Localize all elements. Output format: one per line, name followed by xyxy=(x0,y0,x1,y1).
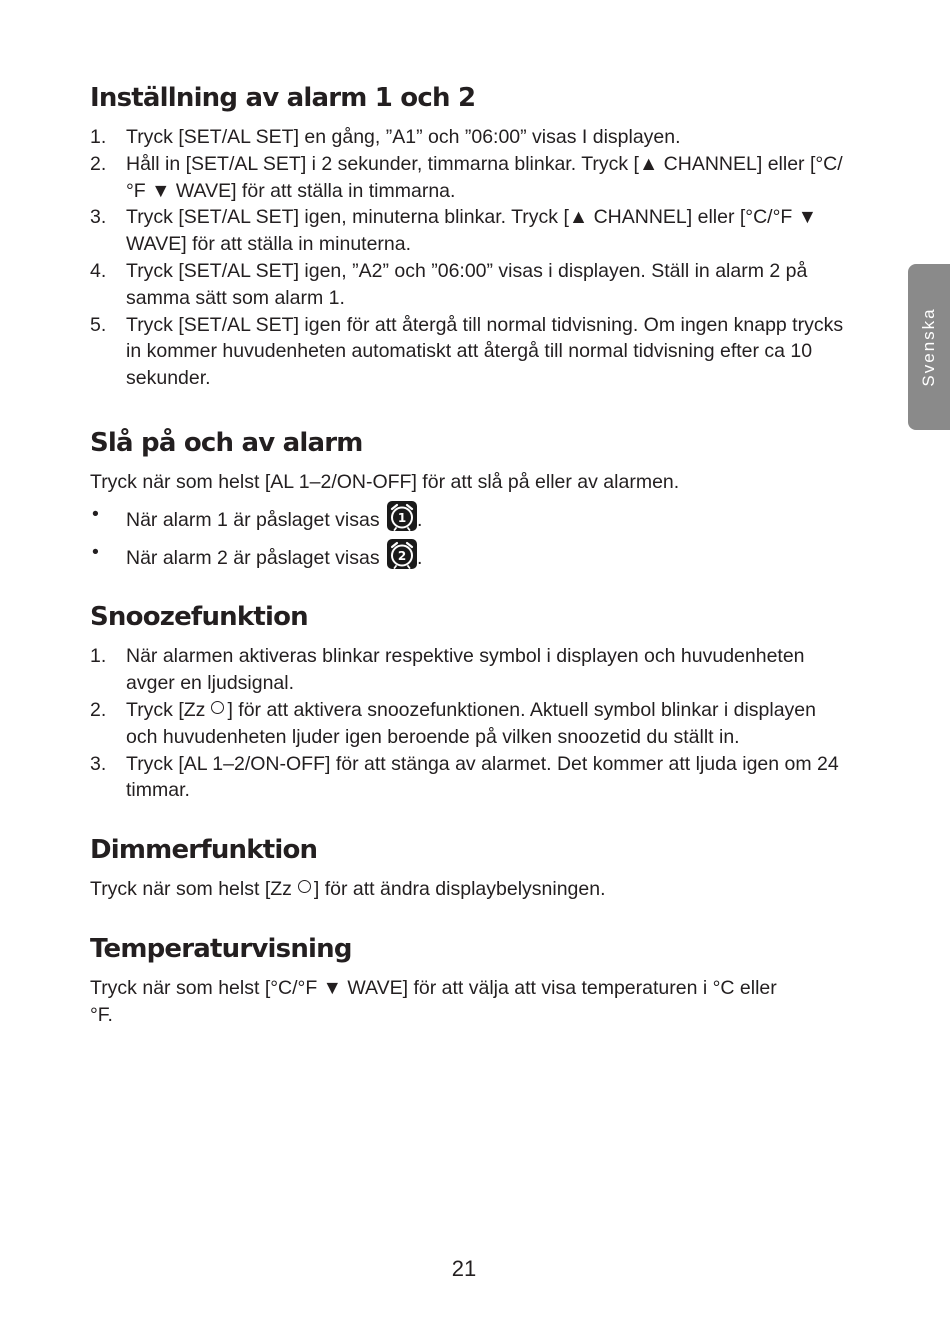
bullet-list xyxy=(90,501,850,572)
bullet-text: När alarm 1 är påslaget visas xyxy=(126,508,380,531)
bullet-symbol: • xyxy=(92,502,99,525)
alarm-icon-digit: 2 xyxy=(397,548,407,563)
item-number: 2. xyxy=(90,152,107,175)
section-alarm-setting xyxy=(90,78,850,392)
language-tab xyxy=(908,264,950,430)
alarm-icon-digit: 1 xyxy=(397,510,407,525)
section-temperature xyxy=(90,929,850,1029)
section-text xyxy=(90,876,850,903)
section-alarm-toggle xyxy=(90,423,850,571)
page-content xyxy=(90,78,850,1055)
item-text-before: Tryck [Zz xyxy=(126,698,206,721)
alarm-clock-2-icon xyxy=(387,539,417,569)
section-intro: Tryck när som helst [AL 1–2/ON-OFF] för att slå på eller av alarmen. xyxy=(90,470,680,493)
section-title: Inställning av alarm 1 och 2 xyxy=(90,83,476,113)
alarm-clock-1-icon xyxy=(387,501,417,531)
section-title: Temperaturvisning xyxy=(90,933,352,964)
section-text: Tryck när som helst [°C/°F ▼ WAVE] för att välja att visa temperaturen i °C eller °F. xyxy=(90,976,777,1026)
snooze-light-icon xyxy=(298,880,311,893)
section-title: Snoozefunktion xyxy=(90,602,308,633)
text-after: ] för att ändra displaybelysningen. xyxy=(313,878,606,901)
bullet-item xyxy=(90,539,850,572)
bullet-symbol: • xyxy=(92,540,99,563)
list-item xyxy=(90,751,850,805)
bullet-item xyxy=(90,501,850,534)
item-text: Tryck [SET/AL SET] en gång, ”A1” och ”06:00” visas I displayen. xyxy=(126,126,681,148)
list-item xyxy=(90,643,850,697)
section-title: Slå på och av alarm xyxy=(90,427,363,458)
item-number: 4. xyxy=(90,259,107,282)
item-text-after: ] för att aktivera snoozefunktionen. Aktuell symbol blinkar i displayen och huvudenheten ljuder igen beroende på vilken snoozetid du ställt in. xyxy=(126,698,816,748)
list-item xyxy=(90,697,850,751)
item-number: 1. xyxy=(90,126,107,148)
list-item xyxy=(90,124,850,151)
bullet-text: När alarm 2 är påslaget visas xyxy=(126,546,380,569)
bullet-end: . xyxy=(417,546,423,569)
snooze-light-icon xyxy=(211,701,224,714)
item-text: Tryck [AL 1–2/ON-OFF] för att stänga av alarmet. Det kommer att ljuda igen om 24 timmar. xyxy=(126,752,839,802)
numbered-list xyxy=(90,124,850,392)
numbered-list xyxy=(90,643,850,804)
language-tab-label: Svenska xyxy=(919,307,938,387)
item-text: Tryck [SET/AL SET] igen, minuterna blinkar. Tryck [▲ CHANNEL] eller [°C/°F ▼ WAVE] för att ställa in minuterna. xyxy=(126,206,818,256)
page-number: 21 xyxy=(451,1256,477,1281)
item-text: Håll in [SET/AL SET] i 2 sekunder, timmarna blinkar. Tryck [▲ CHANNEL] eller [°C/°F ▼ WAVE] för att ställa in timmarna. xyxy=(126,152,843,202)
item-number: 3. xyxy=(90,206,107,229)
item-number: 3. xyxy=(90,752,107,775)
section-title: Dimmerfunktion xyxy=(90,835,318,866)
item-text: Tryck [SET/AL SET] igen för att återgå till normal tidvisning. Om ingen knapp trycks in kommer huvudenheten automatiskt att återgå till normal tidvisning efter ca 10 sekunder. xyxy=(126,313,844,390)
item-number: 1. xyxy=(90,645,107,668)
bullet-end: . xyxy=(417,508,423,531)
item-number: 5. xyxy=(90,313,107,336)
item-text: Tryck [SET/AL SET] igen, ”A2” och ”06:00” visas i displayen. Ställ in alarm 2 på samma sätt som alarm 1. xyxy=(126,259,808,309)
section-snooze xyxy=(90,597,850,804)
list-item xyxy=(90,204,850,258)
list-item xyxy=(90,312,850,392)
text-before: Tryck när som helst [Zz xyxy=(90,878,292,901)
list-item xyxy=(90,151,850,205)
item-number: 2. xyxy=(90,698,107,721)
section-dimmer xyxy=(90,830,850,903)
list-item xyxy=(90,258,850,312)
item-text: När alarmen aktiveras blinkar respektive symbol i displayen och huvudenheten avger en ljudsignal. xyxy=(126,645,805,695)
